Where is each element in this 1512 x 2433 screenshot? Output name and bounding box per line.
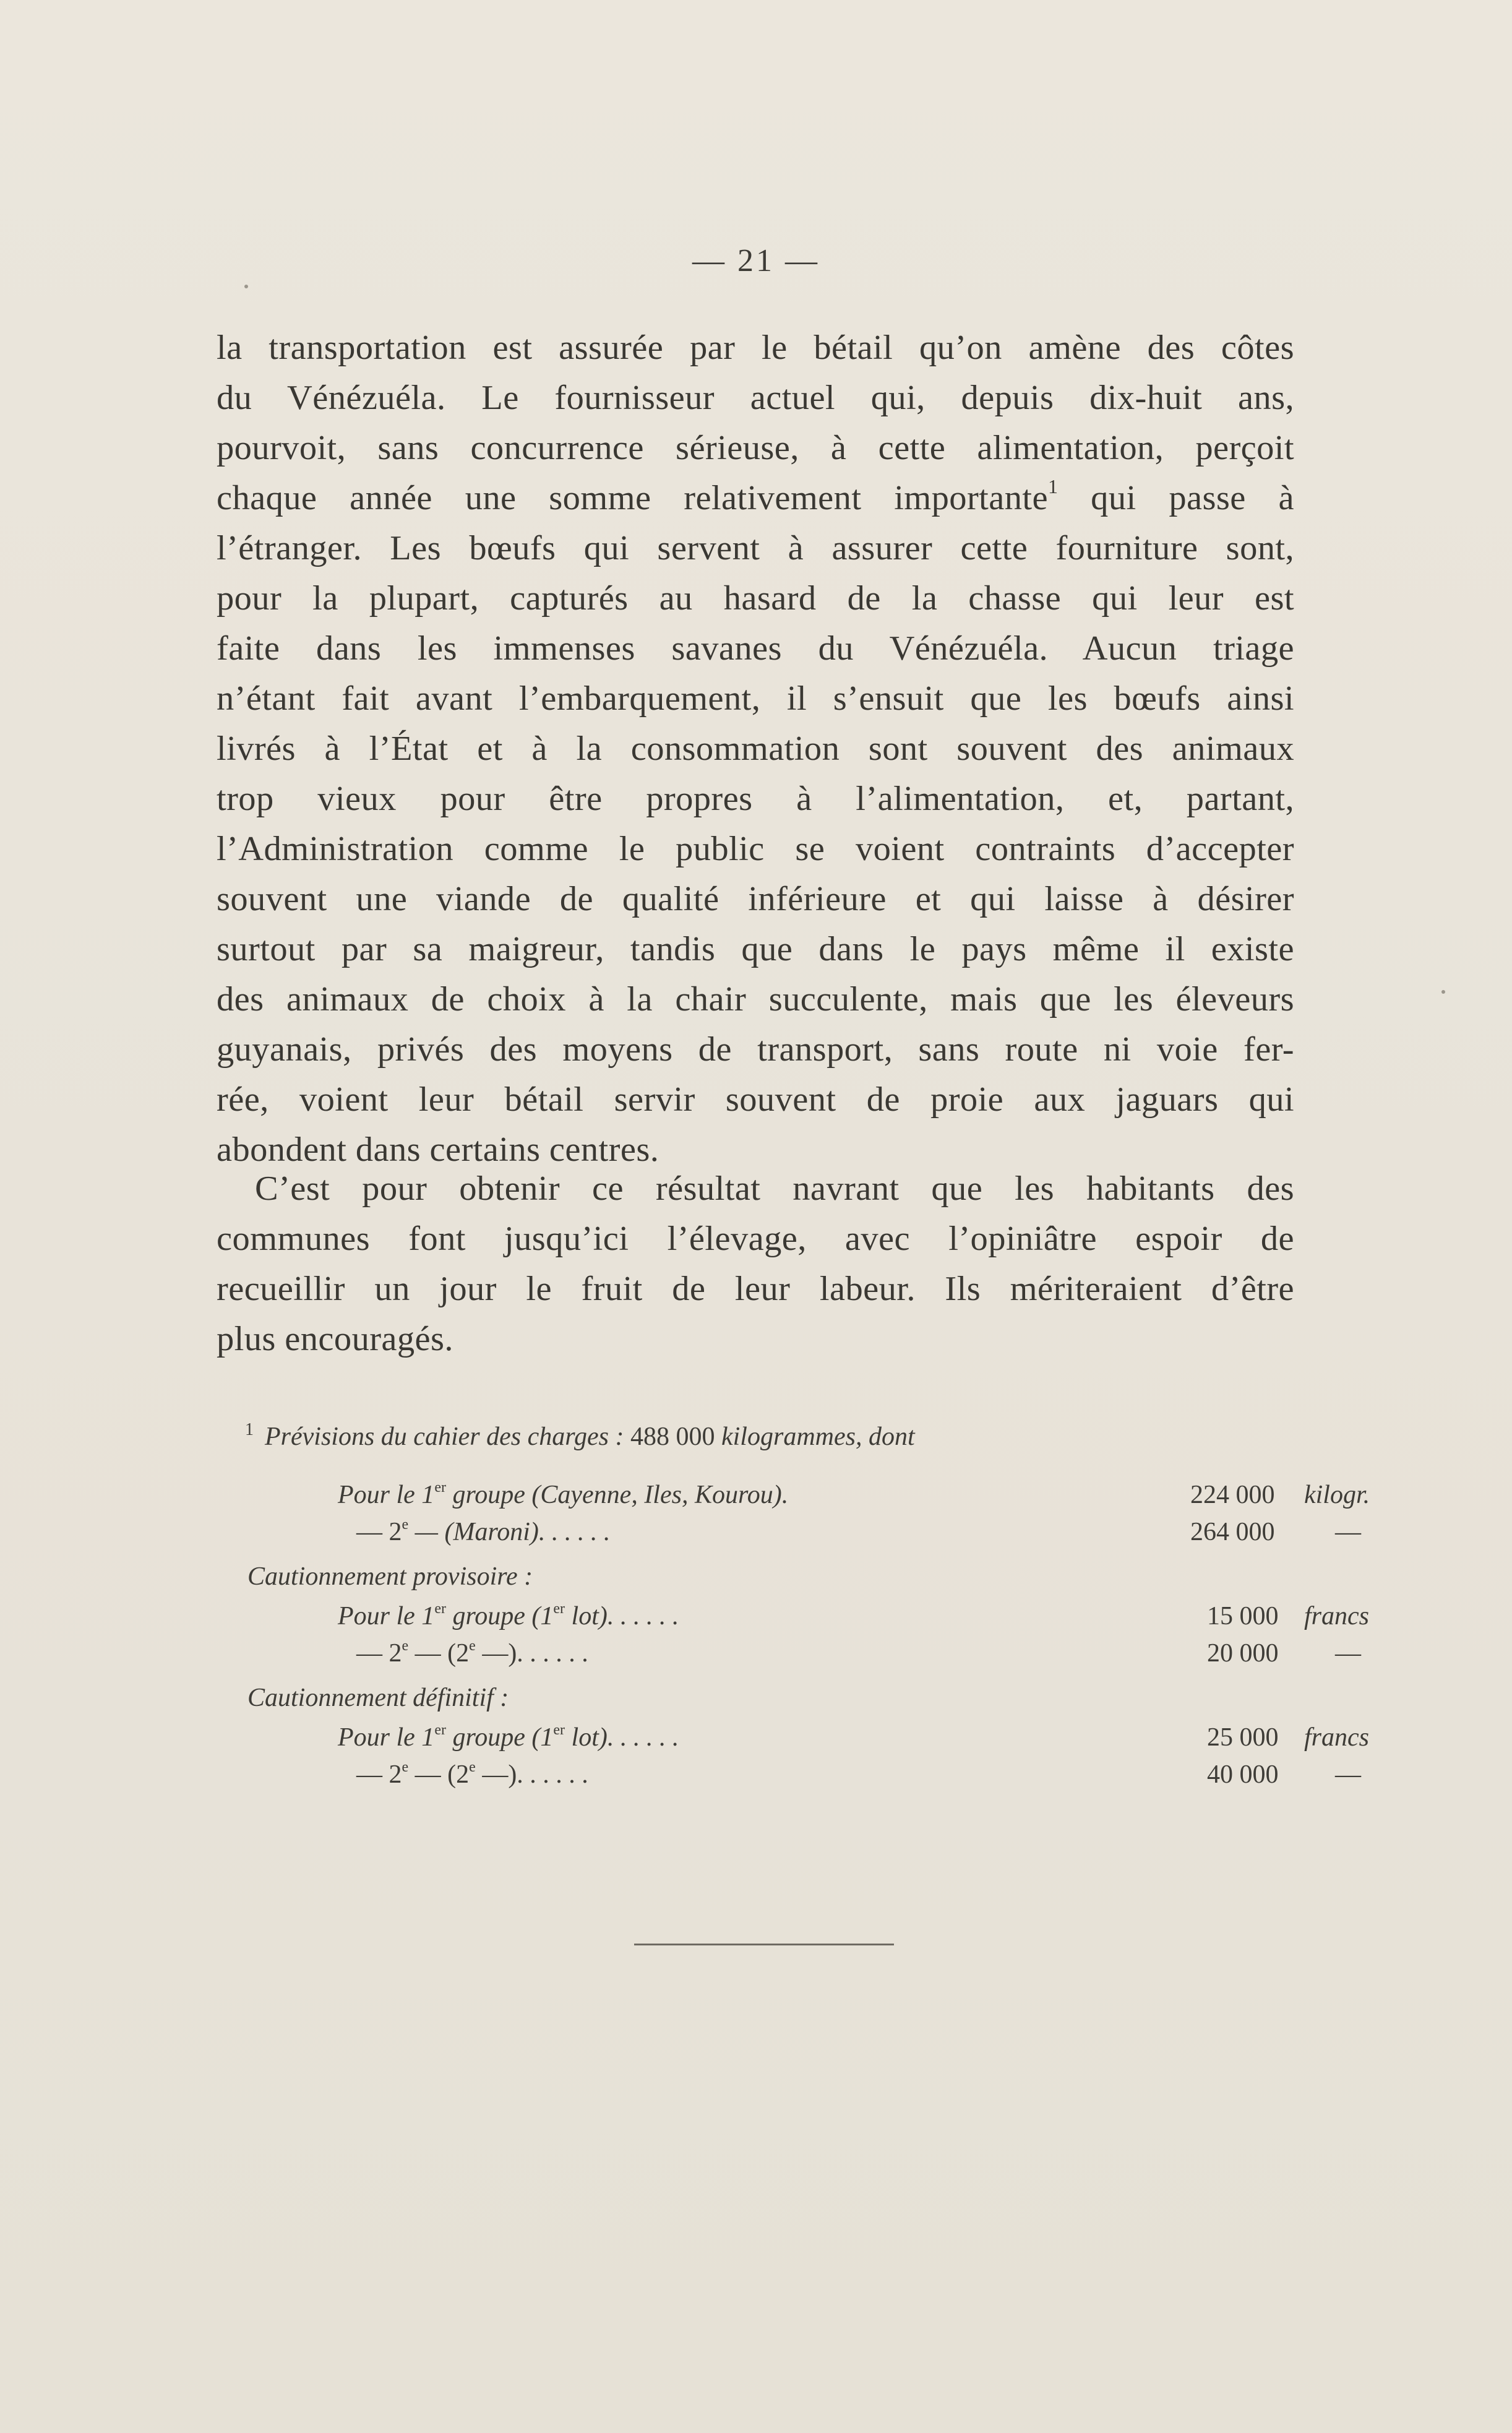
text-line: guyanais, privés des moyens de transport, sans route ni voie fer- [217,1030,1294,1069]
paper-speck [244,285,248,288]
row-rest: lot). . . . . . [565,1723,679,1752]
row-label: — 2 [356,1760,402,1789]
paragraph-1 [217,323,1294,1175]
row-rest: — (Maroni). . . . . . [408,1518,611,1546]
row-rest: — (2 [408,1639,470,1668]
text-line: C’est pour obtenir ce résultat navrant que les habitants des [255,1169,1294,1208]
row-rest: —). . . . . . [475,1639,588,1668]
footnote-intro-text: Prévisions du cahier des charges : [265,1423,624,1451]
footnote-section-heading: Cautionnement provisoire : [247,1562,533,1591]
footnote-intro [245,1418,915,1455]
row-rest: groupe (1 [445,1602,554,1630]
row-label: Pour le 1 [338,1602,435,1630]
row-sup: er [553,1601,565,1617]
text-line: surtout par sa maigreur, tandis que dans le pays même il existe [217,930,1294,968]
text-line: pour la plupart, capturés au hasard de la chasse qui leur est [217,579,1294,618]
text-line: trop vieux pour être propres à l’alimentation, et, partant, [217,780,1294,818]
row-value: 40 000 [1207,1760,1279,1789]
row-sup: e [402,1517,409,1533]
text-line: l’Administration comme le public se voient contraints d’accepter [217,830,1294,868]
row-rest: — (2 [408,1760,470,1789]
text-line: du Vénézuéla. Le fournisseur actuel qui, depuis dix-huit ans, [217,379,1294,417]
row-label: Pour le 1 [338,1481,435,1509]
row-value: 20 000 [1207,1639,1279,1668]
text-line: l’étranger. Les bœufs qui servent à assurer cette fourniture sont, [217,529,1294,567]
text-line: plus encouragés. [217,1320,453,1358]
row-unit: kilogr. [1304,1481,1370,1509]
text-line: communes font jusqu’ici l’élevage, avec l’opiniâtre espoir de [217,1220,1294,1258]
text-line: des animaux de choix à la chair succulente, mais que les éleveurs [217,980,1294,1018]
page-number: — 21 — [692,243,820,278]
text-line-with-footnote [217,473,1294,523]
row-label: Pour le 1 [338,1723,435,1752]
text-fragment: chaque année une somme relativement importante [217,479,1048,517]
text-line: livrés à l’État et à la consommation sont souvent des animaux [217,730,1294,768]
row-value: 25 000 [1207,1723,1279,1752]
footnote-section-heading: Cautionnement définitif : [247,1684,509,1712]
row-unit: — [1335,1760,1361,1789]
row-rest: groupe (Cayenne, Iles, Kourou). [445,1481,789,1509]
text-line: souvent une viande de qualité inférieure et qui laisse à désirer [217,880,1294,918]
row-unit: francs [1304,1602,1369,1630]
row-label: — 2 [356,1639,402,1668]
footnote-row [356,1514,1361,1551]
row-sup: er [434,1479,446,1496]
footnote-row [338,1476,1370,1514]
row-value: 264 000 [1190,1518,1275,1546]
row-label: — 2 [356,1518,402,1546]
footnote-intro-unit: kilogrammes, dont [721,1423,915,1451]
row-sup: er [553,1722,565,1738]
row-rest: —). . . . . . [475,1760,588,1789]
closing-rule [634,1944,894,1945]
text-line: n’étant fait avant l’embarquement, il s’ensuit que les bœufs ainsi [217,679,1294,718]
footnote-reference: 1 [1047,475,1059,497]
row-sup: er [434,1601,446,1617]
text-line: pourvoit, sans concurrence sérieuse, à cette alimentation, perçoit [217,429,1294,467]
text-line: recueillir un jour le fruit de leur labeur. Ils mériteraient d’être [217,1270,1294,1308]
row-unit: francs [1304,1723,1369,1752]
row-sup: e [402,1759,409,1775]
footnote-intro-value: 488 000 [630,1423,715,1451]
row-sup: e [402,1638,409,1654]
text-line: la transportation est assurée par le bétail qu’on amène des côtes [217,329,1294,367]
text-fragment: qui passe à [1091,479,1295,517]
row-sup: er [434,1722,446,1738]
row-unit: — [1335,1639,1361,1668]
row-sup: e [469,1638,476,1654]
footnote-row [356,1756,1361,1793]
text-line: abondent dans certains centres. [217,1130,659,1169]
text-line: rée, voient leur bétail servir souvent de proie aux jaguars qui [217,1080,1294,1119]
footnote-row [338,1598,1369,1635]
row-unit: — [1335,1518,1361,1546]
row-value: 15 000 [1207,1602,1279,1630]
text-line: faite dans les immenses savanes du Vénézuéla. Aucun triage [217,629,1294,668]
footnote-row [338,1719,1369,1756]
footnote-number: 1 [245,1420,254,1439]
paper-speck [1441,990,1445,994]
row-rest: groupe (1 [445,1723,554,1752]
footnote-row [356,1635,1361,1672]
row-sup: e [469,1759,476,1775]
paragraph-2 [217,1164,1294,1364]
row-rest: lot). . . . . . [565,1602,679,1630]
row-value: 224 000 [1190,1481,1275,1509]
